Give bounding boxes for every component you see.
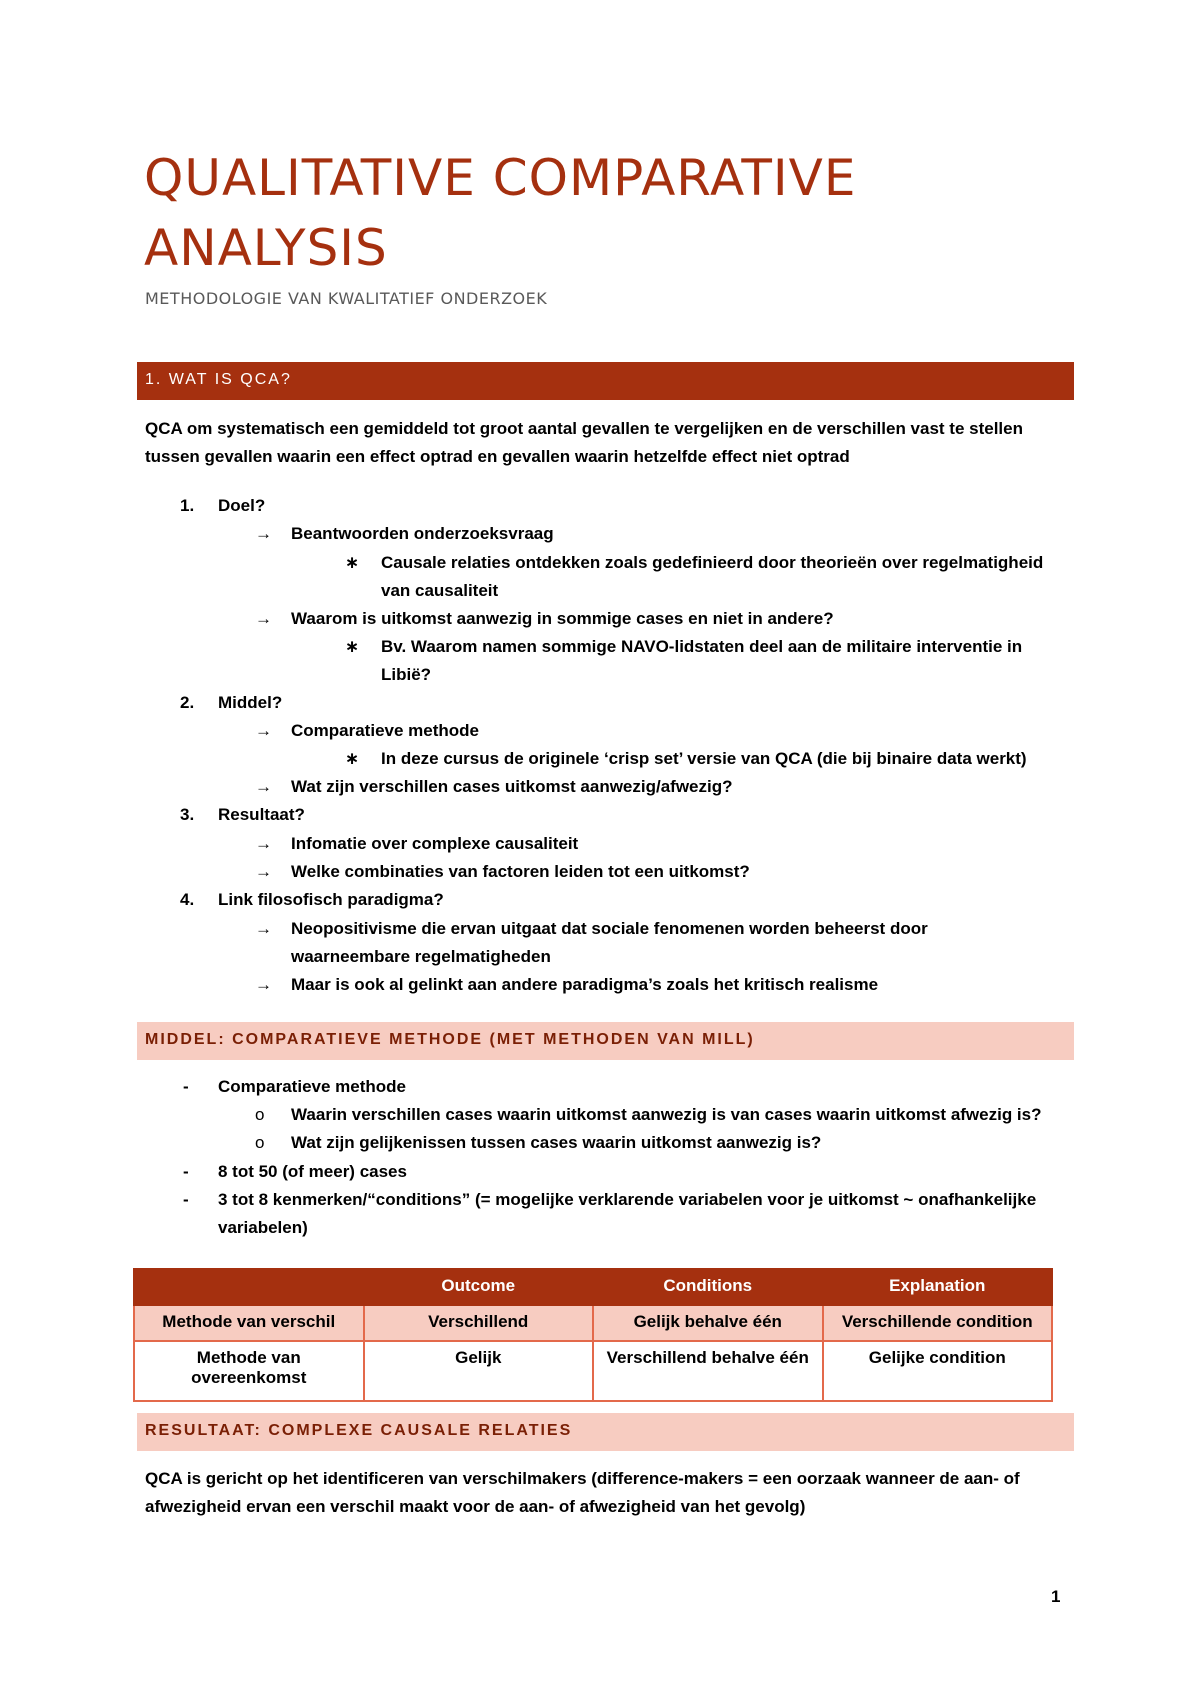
result-line-2: afwezigheid ervan een verschil maakt voor de aan- of afwezigheid van het gevolg) [145,1497,806,1516]
table-header-row [134,1269,1052,1305]
arrow-icon: → [255,975,272,994]
page-number: 1 [1051,1587,1061,1606]
table-cell: Verschillend behalve één [593,1341,823,1401]
sub-item: Wat zijn verschillen cases uitkomst aanwezig/afwezig? [291,777,733,796]
star-bullet-icon: ∗ [345,637,360,656]
section-heading-middel: MIDDEL: COMPARATIEVE METHODE (MET METHODEN VAN MILL) [137,1022,1074,1060]
arrow-icon: → [255,862,272,881]
table-header-cell: Outcome [364,1269,594,1305]
bullet-item: 8 tot 50 (of meer) cases [218,1162,407,1181]
dash-bullet: - [183,1162,189,1181]
list-item-link: Link filosofisch paradigma? [218,890,444,909]
list-item-middel: Middel? [218,693,283,712]
table-cell: Gelijke condition [823,1341,1053,1401]
sub-item: Infomatie over complexe causaliteit [291,834,579,853]
table-cell: Methode van overeenkomst [134,1341,364,1401]
document-title: QUALITATIVE COMPARATIVE ANALYSIS [144,149,857,277]
circle-bullet-icon: o [255,1105,265,1124]
list-item-resultaat: Resultaat? [218,805,305,824]
result-line-1: QCA is gericht op het identificeren van verschilmakers (difference-makers = een oorzaak wanneer de aan- of [145,1469,1020,1488]
list-item-number: 3. [180,805,195,824]
dash-bullet: - [183,1077,189,1096]
sub-sub-item: Causale relaties ontdekken zoals gedefinieerd door theorieën over regelmatigheid [381,553,1044,572]
table-cell: Gelijk [364,1341,594,1401]
arrow-icon: → [255,919,272,938]
star-bullet-icon: ∗ [345,553,360,572]
sub-sub-item: Bv. Waarom namen sommige NAVO-lidstaten deel aan de militaire interventie in [381,637,1023,656]
arrow-icon: → [255,834,272,853]
document-subtitle: METHODOLOGIE VAN KWALITATIEF ONDERZOEK [145,289,548,308]
list-item-number: 1. [180,496,195,515]
bullet-sub-item: Wat zijn gelijkenissen tussen cases waarin uitkomst aanwezig is? [291,1133,822,1152]
table-header-cell: Explanation [823,1269,1053,1305]
list-item-number: 2. [180,693,195,712]
intro-line-1: QCA om systematisch een gemiddeld tot groot aantal gevallen te vergelijken en de verschillen vast te stellen [145,419,1023,438]
dash-bullet: - [183,1190,189,1209]
bullet-item-cont: variabelen) [218,1218,308,1237]
section-heading-resultaat: RESULTAAT: COMPLEXE CAUSALE RELATIES [137,1413,1074,1451]
sub-item: Waarom is uitkomst aanwezig in sommige cases en niet in andere? [291,609,834,628]
list-item-number: 4. [180,890,195,909]
sub-item-cont: waarneembare regelmatigheden [291,947,551,966]
table-cell: Verschillende condition [823,1305,1053,1341]
table-cell: Verschillend [364,1305,594,1341]
table-row [134,1341,1052,1401]
sub-item: Beantwoorden onderzoeksvraag [291,524,554,543]
arrow-icon: → [255,721,272,740]
sub-item: Maar is ook al gelinkt aan andere paradigma’s zoals het kritisch realisme [291,975,879,994]
table-header-cell: Conditions [593,1269,823,1305]
sub-sub-item: In deze cursus de originele ‘crisp set’ versie van QCA (die bij binaire data werkt) [381,749,1027,768]
bullet-sub-item: Waarin verschillen cases waarin uitkomst aanwezig is van cases waarin uitkomst afwezig is? [291,1105,1042,1124]
intro-line-2: tussen gevallen waarin een effect optrad en gevallen waarin hetzelfde effect niet optrad [145,447,850,466]
sub-item: Comparatieve methode [291,721,479,740]
table-cell: Gelijk behalve één [593,1305,823,1341]
arrow-icon: → [255,524,272,543]
circle-bullet-icon: o [255,1133,265,1152]
star-bullet-icon: ∗ [345,749,360,768]
mill-methods-table [133,1268,1053,1402]
table-row [134,1305,1052,1341]
arrow-icon: → [255,777,272,796]
arrow-icon: → [255,609,272,628]
sub-item: Welke combinaties van factoren leiden tot een uitkomst? [291,862,750,881]
bullet-item: 3 tot 8 kenmerken/“conditions” (= mogelijke verklarende variabelen voor je uitkomst ~ onafhankelijke [218,1190,1037,1209]
list-item-doel: Doel? [218,496,266,515]
sub-sub-item-cont: van causaliteit [381,581,499,600]
table-header-cell [134,1269,364,1305]
section-heading-wat-is-qca: 1. WAT IS QCA? [137,362,1074,400]
sub-sub-item-cont: Libië? [381,665,432,684]
sub-item: Neopositivisme die ervan uitgaat dat sociale fenomenen worden beheerst door [291,919,928,938]
bullet-item: Comparatieve methode [218,1077,406,1096]
table-cell: Methode van verschil [134,1305,364,1341]
